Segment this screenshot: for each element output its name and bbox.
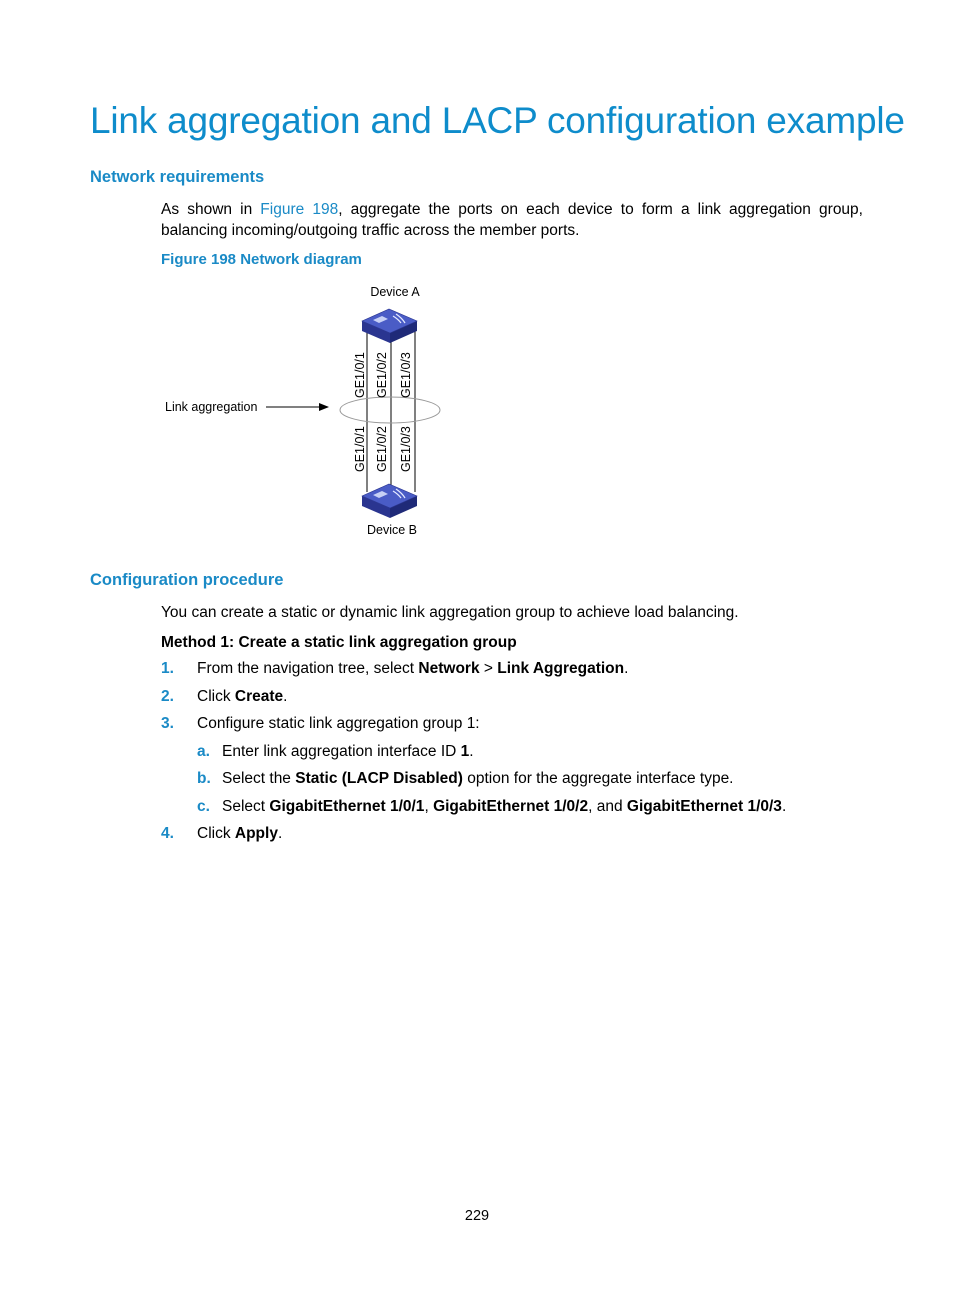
method-title: Method 1: Create a static link aggregation group: [161, 634, 517, 651]
step-3: Configure static link aggregation group 1:: [197, 715, 480, 732]
substep-c: Select GigabitEthernet 1/0/1, GigabitEthernet 1/0/2, and GigabitEthernet 1/0/3.: [222, 798, 787, 815]
page-title: Link aggregation and LACP configuration example: [90, 100, 905, 141]
configuration-intro: You can create a static or dynamic link aggregation group to achieve load balancing.: [161, 604, 739, 621]
bottom-port-label: GE1/0/1: [353, 426, 367, 472]
substep-b: Select the Static (LACP Disabled) option for the aggregate interface type.: [222, 770, 734, 787]
configuration-procedure-heading: Configuration procedure: [90, 571, 284, 589]
top-port-label: GE1/0/1: [353, 352, 367, 398]
device-b-label: Device B: [366, 523, 418, 537]
bottom-port-label: GE1/0/2: [375, 426, 389, 472]
step-number: 3.: [161, 715, 174, 732]
figure-caption: Figure 198 Network diagram: [161, 251, 362, 268]
network-requirements-heading: Network requirements: [90, 168, 265, 186]
figure-198-link[interactable]: Figure 198: [260, 201, 339, 218]
substep-a: Enter link aggregation interface ID 1.: [222, 743, 474, 760]
step-1: From the navigation tree, select Network > Link Aggregation.: [197, 660, 629, 677]
link-aggregation-label: Link aggregation: [165, 400, 258, 414]
page-number: 229: [464, 1208, 490, 1224]
substep-letter: c.: [197, 798, 210, 815]
network-requirements-paragraph: As shown in Figure 198, aggregate the ports on each device to form a link aggregation group, balancing incoming/outgoing traffic across the member ports.: [161, 201, 863, 239]
network-diagram: [150, 280, 460, 545]
step-2: Click Create.: [197, 688, 288, 705]
top-port-label: GE1/0/3: [399, 352, 413, 398]
step-number: 2.: [161, 688, 174, 705]
step-4: Click Apply.: [197, 825, 283, 842]
top-port-label: GE1/0/2: [375, 352, 389, 398]
device-a-switch-icon[interactable]: [362, 309, 417, 343]
step-number: 1.: [161, 660, 174, 677]
substep-letter: b.: [197, 770, 211, 787]
step-number: 4.: [161, 825, 174, 842]
device-a-label: Device A: [370, 285, 420, 299]
aggregation-ellipse: [340, 397, 440, 423]
substep-letter: a.: [197, 743, 210, 760]
bottom-port-label: GE1/0/3: [399, 426, 413, 472]
device-b-switch-icon[interactable]: [362, 484, 417, 518]
